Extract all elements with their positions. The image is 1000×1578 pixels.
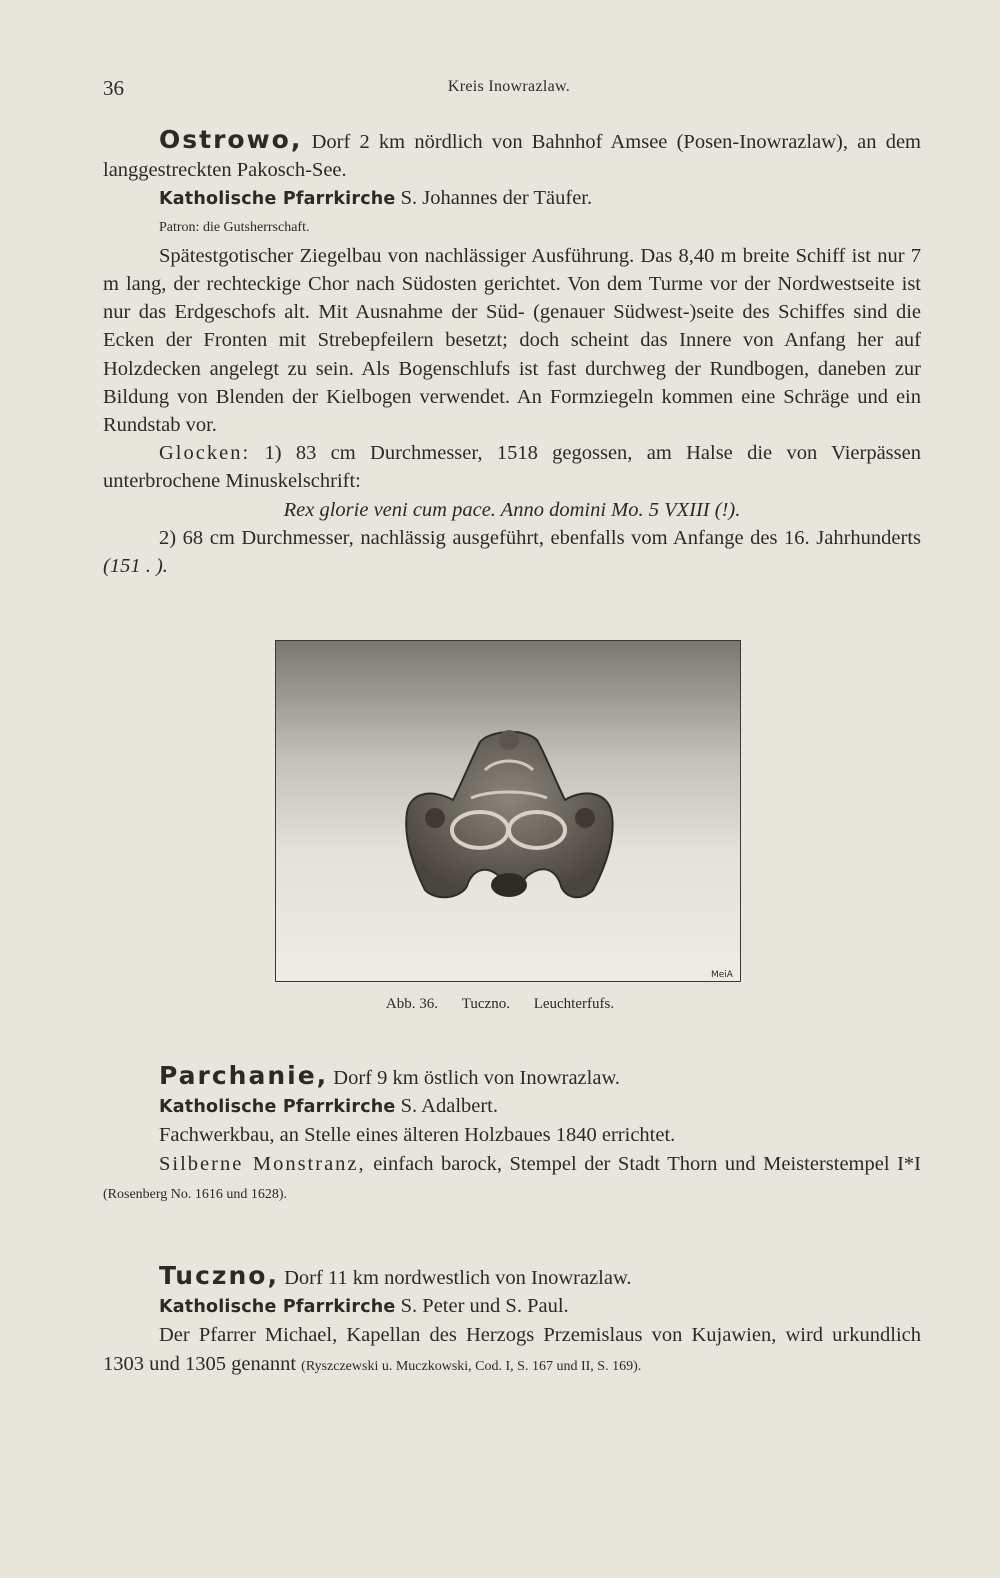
caption-place: Tuczno.: [461, 996, 510, 1012]
tuczno-entry: [103, 1262, 921, 1381]
ostrowo-entry: [103, 126, 921, 580]
tuczno-location: Dorf 11 km nordwestlich von Inowrazlaw.: [278, 1267, 632, 1289]
parchanie-church-line: [103, 1092, 921, 1121]
engraver-signature: MeiA: [711, 970, 733, 980]
parchanie-church-label: Katholische Pfarrkirche: [159, 1097, 396, 1118]
parchanie-location: Dorf 9 km östlich von Inowrazlaw.: [328, 1067, 621, 1089]
parchanie-description: Fachwerkbau, an Stelle eines älteren Holzbaues 1840 errichtet.: [159, 1124, 676, 1147]
tuczno-history-text: Der Pfarrer Michael, Kapellan des Herzogs Przemislaus von Kujawien, wird urkundlich 1303 und 1305 genannt: [103, 1324, 921, 1375]
caption-number: Abb. 36.: [385, 996, 438, 1012]
parchanie-church-dedication: S. Adalbert.: [395, 1095, 499, 1118]
tuczno-place-name: Tuczno,: [159, 1261, 279, 1290]
ostrowo-patron: Patron: die Gutsherrschaft.: [159, 219, 310, 235]
parchanie-entry: [103, 1062, 921, 1209]
candlestick-foot-photo: [275, 640, 741, 982]
tuczno-history: [103, 1321, 921, 1380]
running-head: Kreis Inowrazlaw.: [447, 78, 571, 95]
ostrowo-description: Spätestgotischer Ziegelbau von nachlässiger Ausführung. Das 8,40 m breite Schiff ist nur 7 m lang, der rechteckige Chor nach Südosten gerichtet. Von dem Turme vor der Nordwestseite ist nur das Erdgeschofs alt. Mit Ausnahme der Süd- (genauer Südwest-)seite des Schiffes sind die Ecken der Fronten mit Strebepfeilern besetzt; doch scheint das Innere von Anfang her auf Holzdecken angelegt zu sein. Als Bogenschlufs ist fast durchweg der Rundbogen, daneben zur Bildung von Blenden der Kielbogen verwendet. An Formziegeln kommen eine Schräge und ein Rundstab vor.: [103, 244, 921, 437]
parchanie-monstrance: [103, 1150, 921, 1209]
ostrowo-inscription: Rex glorie veni cum pace. Anno domini Mo. 5 VXIII (!).: [283, 498, 741, 521]
ostrowo-location: Dorf 2 km nördlich von Bahnhof Amsee (Posen-Inowrazlaw), an dem langgestreckten Pakosch-See.: [103, 131, 921, 182]
tuczno-church-label: Katholische Pfarrkirche: [159, 1297, 396, 1318]
page-header: [103, 76, 915, 104]
ostrowo-bell-2-text: 2) 68 cm Durchmesser, nachlässig ausgeführt, ebenfalls vom Anfange des 16. Jahrhunderts: [159, 526, 921, 549]
caption-object: Leuchterfufs.: [533, 996, 615, 1012]
parchanie-place-name: Parchanie,: [159, 1061, 329, 1090]
ostrowo-church-line: [103, 184, 921, 213]
tuczno-intro: [103, 1262, 921, 1292]
tuczno-history-reference: (Ryszczewski u. Muczkowski, Cod. I, S. 167 und II, S. 169).: [301, 1358, 642, 1374]
figure-caption: [0, 996, 1000, 1013]
ostrowo-intro: [103, 126, 921, 184]
parchanie-monstrance-text: einfach barock, Stempel der Stadt Thorn und Meisterstempel I*I: [365, 1152, 921, 1175]
ostrowo-bell-1-text: 1) 83 cm Durchmesser, 1518 gegossen, am Halse die von Vierpässen unterbrochene Minuskelschrift:: [103, 442, 921, 493]
ostrowo-bells-label: Glocken:: [159, 442, 251, 465]
parchanie-intro: [103, 1062, 921, 1092]
page-number: 36: [103, 76, 124, 100]
parchanie-monstrance-label: Silberne Monstranz,: [159, 1152, 366, 1175]
tuczno-church-dedication: S. Peter und S. Paul.: [395, 1295, 569, 1318]
ostrowo-church-label: Katholische Pfarrkirche: [159, 189, 396, 210]
ostrowo-place-name: Ostrowo,: [159, 125, 303, 154]
ostrowo-bell-2: [103, 524, 921, 580]
figure-candlestick-foot: [275, 640, 741, 982]
ostrowo-bell-1: [103, 439, 921, 495]
tuczno-church-line: [103, 1292, 921, 1321]
ostrowo-bell-2-handwritten-note: (151 . ).: [103, 555, 168, 578]
ostrowo-church-dedication: S. Johannes der Täufer.: [395, 187, 593, 210]
parchanie-monstrance-reference: (Rosenberg No. 1616 und 1628).: [103, 1186, 288, 1202]
